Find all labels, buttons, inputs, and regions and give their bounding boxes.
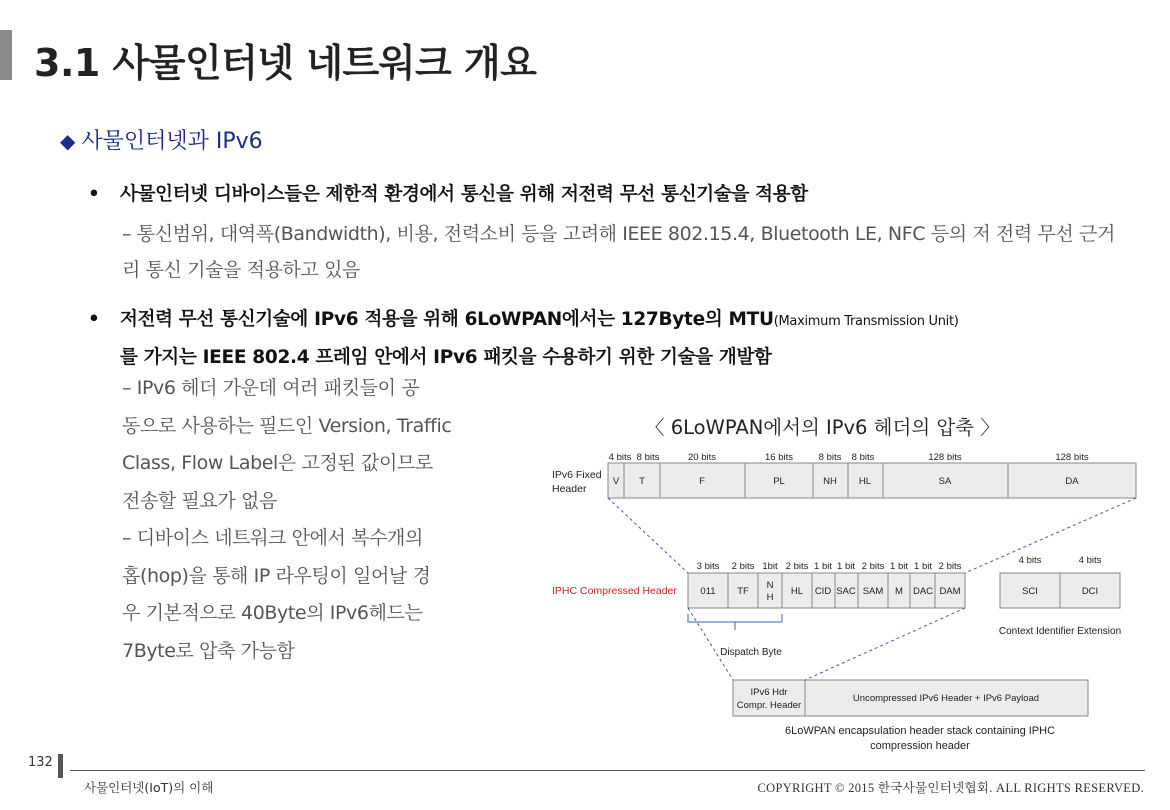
iphc-bit-label: 1 bit [890,561,908,572]
iphc-bit-label: 1 bit [914,561,932,572]
stack-label: IPv6 Hdr [750,687,788,698]
diamond-icon: ◆ [60,129,76,153]
ipv6-bit-label: 8 bits [818,452,842,463]
mapping-line [965,498,1136,573]
ipv6-header-label: Header [552,483,587,495]
sub-line: – 디바이스 네트워크 안에서 복수개의 [122,527,423,549]
iphc-field-label: SAC [836,586,856,597]
ctx-label: Context Identifier Extension [998,626,1122,637]
bullet-2 [88,302,1158,376]
iphc-bit-label: 1bit [762,561,778,572]
page-marker [58,754,63,778]
iphc-header-label: IPHC Compressed Header [552,585,677,597]
iphc-field-label: 011 [700,586,716,597]
ipv6-field-label: PL [773,476,785,487]
ipv6-bit-label: 8 bits [851,452,875,463]
dispatch-brace [688,614,782,630]
figure-title: 〈 6LoWPAN에서의 IPv6 헤더의 압축 〉 [645,416,1000,439]
iphc-field-label: SAM [862,586,884,597]
sub-line: 동으로 사용하는 필드인 Version, Traffic [122,414,452,437]
iphc-bit-label: 2 bits [731,561,755,572]
bullet-2-line2: 를 가지는 IEEE 802.4 프레임 안에서 IPv6 패킷을 수용하기 위한 기술을 개발함 [120,347,772,368]
iphc-field-label: DAM [939,586,961,597]
iphc-field-label: N [766,580,774,591]
ctx-bit-label: 4 bits [1078,555,1102,566]
iphc-field-label: DAC [912,586,934,597]
page-title: 3.1 사물인터넷 네트워크 개요 [34,41,537,85]
sub-line: 전송할 필요가 없음 [122,489,277,512]
ctx-bit-label: 4 bits [1018,555,1042,566]
iphc-field-label: HL [790,586,804,597]
title-accent-bar [0,30,12,80]
section-label: 사물인터넷과 IPv6 [81,129,263,154]
ipv6-bit-label: 20 bits [688,452,716,463]
mapping-line [688,608,733,680]
stack-label: Uncompressed IPv6 Header + IPv6 Payload [852,693,1040,704]
mapping-line [608,498,688,573]
ipv6-bit-label: 128 bits [1055,452,1089,463]
iphc-bit-label: 2 bits [938,561,962,572]
iphc-bit-label: 2 bits [861,561,885,572]
ipv6-header-compression-diagram [548,448,1148,758]
sub-line: – IPv6 헤더 가운데 여러 패킷들이 공 [122,377,420,399]
bullet-dot-icon: • [88,184,100,205]
ipv6-bit-label: 8 bits [636,452,660,463]
bullet-1-sub: – 통신범위, 대역폭(Bandwidth), 비용, 전력소비 등을 고려해 IEEE 802.15.4, Bluetooth LE, NFC 등의 저 전력 무선 근거리 통신 기술을 적용하고 있음 [122,223,1115,281]
iphc-field-label: M [895,586,903,597]
ipv6-bit-label: 16 bits [765,452,793,463]
bullet-dot-icon: • [88,309,100,330]
footer-course-title: 사물인터넷(IoT)의 이해 [84,780,214,795]
ipv6-field-label: V [612,476,620,487]
iphc-field-label: H [766,592,774,603]
sub-line: 홉(hop)을 통해 IP 라우팅이 일어날 경 [122,564,431,587]
iphc-field-label: CID [814,586,832,597]
mapping-line [805,608,965,680]
page-number: 132 [28,755,53,770]
sub-line: Class, Flow Label은 고정된 값이므로 [122,452,433,474]
iphc-bit-label: 3 bits [696,561,720,572]
iphc-bit-label: 1 bit [837,561,855,572]
iphc-bit-label: 2 bits [785,561,809,572]
ipv6-header-label: IPv6 Fixed [552,469,602,481]
figure-caption: 6LoWPAN encapsulation header stack containing IPHC [784,725,1056,737]
sub-line: 7Byte로 압축 가능함 [122,639,295,662]
ipv6-field-label: HL [858,476,872,487]
iphc-field-label: TF [737,586,749,597]
bullet-2-line1: 저전력 무선 통신기술에 IPv6 적용을 위해 6LoWPAN에서는 127Byte의 MTU [120,309,774,330]
bullet-1-text: 사물인터넷 디바이스들은 제한적 환경에서 통신을 위해 저전력 무선 통신기술을 적용함 [120,184,808,205]
ipv6-field-label: F [699,476,705,487]
stack-label: Compr. Header [736,700,802,711]
ipv6-bit-label: 128 bits [928,452,962,463]
ctx-field-label: SCI [1022,586,1038,597]
bullet-1 [88,180,808,206]
section-heading [60,124,263,155]
footer-copyright: COPYRIGHT © 2015 한국사물인터넷협회. ALL RIGHTS RESERVED. [757,781,1144,795]
sub-line: 우 기본적으로 40Byte의 IPv6헤드는 [122,602,423,624]
ipv6-bit-label: 4 bits [608,452,632,463]
iphc-bit-label: 1 bit [814,561,832,572]
ipv6-field-label: T [639,476,645,487]
dispatch-label: Dispatch Byte [720,647,782,658]
ipv6-field-label: DA [1065,476,1079,487]
bullet-2-sub [122,370,542,670]
bullet-2-mtu-expansion: (Maximum Transmission Unit) [773,314,959,329]
footer-divider [70,770,1145,771]
figure-caption: compression header [870,740,970,752]
ctx-field-label: DCI [1081,586,1099,597]
ipv6-field-label: SA [938,476,952,487]
ipv6-field-label: NH [823,476,837,487]
